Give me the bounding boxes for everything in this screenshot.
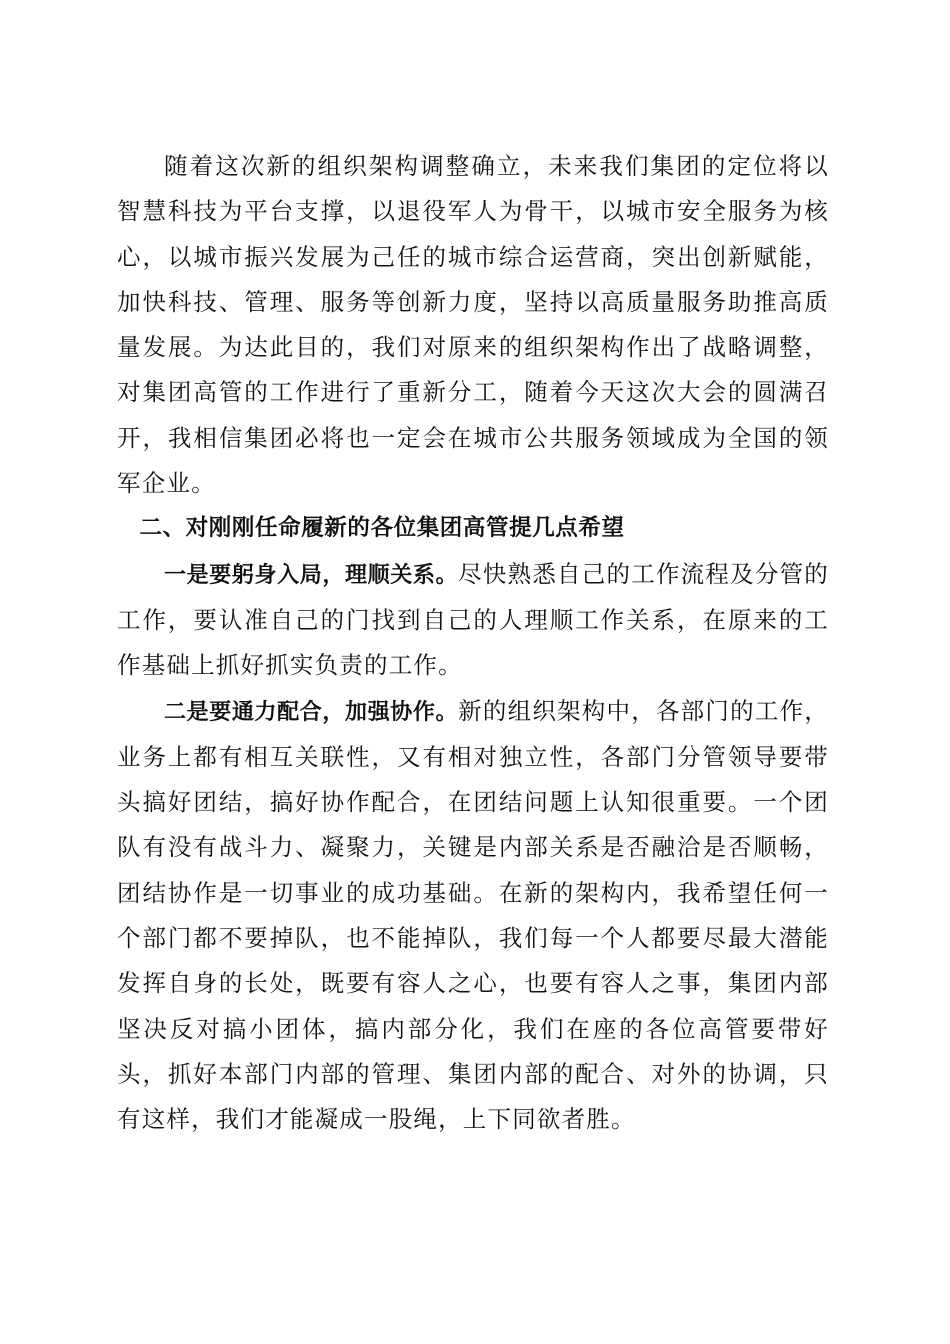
document-body <box>117 144 829 1143</box>
point-two-body: 新的组织架构中，各部门的工作，业务上都有相互关联性，又有相对独立性，各部门分管领导要带头搞好团结，搞好协作配合，在团结问题上认知很重要。一个团队有没有战斗力、凝聚力，关键是内部关系是否融洽是否顺畅，团结协作是一切事业的成功基础。在新的架构内，我希望任何一个部门都不要掉队，也不能掉队，我们每一个人都要尽最大潜能发挥自身的长处，既要有容人之心，也要有容人之事，集团内部坚决反对搞小团体，搞内部分化，我们在座的各位高管要带好头，抓好本部门内部的管理、集团内部的配合、对外的协调，只有这样，我们才能凝成一股绳，上下同欲者胜。 <box>117 696 829 1134</box>
point-one-body: 尽快熟悉自己的工作流程及分管的工作，要认准自己的门找到自己的人理顺工作关系，在原来的工作基础上抓好抓实负责的工作。 <box>117 559 829 680</box>
point-two-lead: 二是要通力配合，加强协作。 <box>164 699 459 725</box>
section-heading-expectations: 二、对刚刚任命履新的各位集团高管提几点希望 <box>139 515 625 542</box>
paragraph-point-one <box>117 552 829 689</box>
point-one-lead: 一是要躬身入局，理顺关系。 <box>164 562 459 588</box>
paragraph-organization-adjustment: 随着这次新的组织架构调整确立，未来我们集团的定位将以智慧科技为平台支撑，以退役军人为骨干，以城市安全服务为核心，以城市振兴发展为己任的城市综合运营商，突出创新赋能，加快科技、管理、服务等创新力度，坚持以高质量服务助推高质量发展。为达此目的，我们对原来的组织架构作出了战略调整，对集团高管的工作进行了重新分工，随着今天这次大会的圆满召开，我相信集团必将也一定会在城市公共服务领域成为全国的领军企业。 <box>117 152 829 498</box>
paragraph-point-two <box>117 689 829 1143</box>
